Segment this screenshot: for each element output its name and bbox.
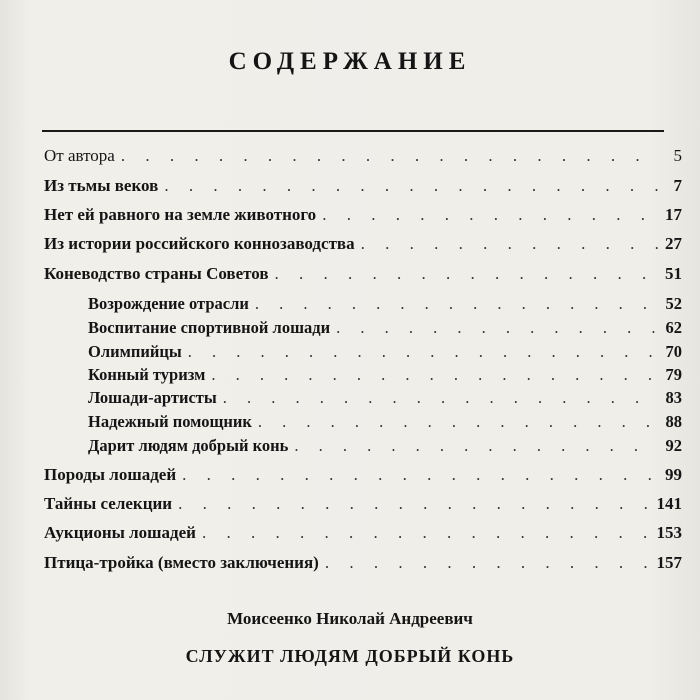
toc-entry-title: Лошади-артисты: [88, 388, 217, 407]
toc-entry-title: Нет ей равного на земле животного: [44, 205, 317, 224]
toc-entry-page: 92: [665, 436, 682, 455]
toc-entry-page: 70: [665, 342, 682, 361]
toc-entry-page: 27: [665, 234, 682, 253]
toc-entry: [44, 264, 682, 286]
toc-subentry: [88, 342, 682, 364]
heading-rule: [42, 130, 664, 132]
toc-entry: [44, 146, 682, 168]
toc-entry-page: 141: [656, 494, 682, 513]
toc-entry: [44, 465, 682, 487]
toc-entry-title: Коневодство страны Советов: [44, 264, 269, 283]
toc-entry: [44, 523, 682, 545]
toc-subentry: [88, 294, 682, 316]
toc-subentry: [88, 388, 682, 410]
toc-entry-page: 88: [665, 412, 682, 431]
toc-entry-page: 5: [673, 146, 682, 165]
toc-entry: [44, 234, 682, 256]
toc-leader-dots: [178, 494, 650, 514]
toc-leader-dots: [361, 234, 658, 254]
toc-entry-page: 99: [665, 465, 682, 484]
toc-entry-page: 83: [665, 388, 682, 407]
toc-entry: [44, 205, 682, 227]
toc-leader-dots: [336, 318, 658, 338]
book-title: СЛУЖИТ ЛЮДЯМ ДОБРЫЙ КОНЬ: [185, 646, 515, 666]
toc-entry-title: Воспитание спортивной лошади: [88, 318, 331, 337]
toc-entry-title: Дарит людям добрый конь: [88, 436, 289, 455]
toc-entry-title: Надежный помощник: [88, 412, 252, 431]
toc-entry-title: Породы лошадей: [44, 465, 177, 484]
toc-entry-page: 52: [665, 294, 682, 313]
toc-leader-dots: [325, 553, 651, 573]
toc-entry-page: 62: [665, 318, 682, 337]
toc-entry: [44, 176, 682, 198]
toc-leader-dots: [258, 412, 658, 432]
toc-entry-title: Аукционы лошадей: [44, 523, 196, 542]
toc-subentry: [88, 436, 682, 458]
toc-entry-title: От автора: [44, 146, 115, 165]
toc-leader-dots: [188, 342, 658, 362]
toc-entry-page: 17: [665, 205, 682, 224]
toc-entry-title: Из истории российского коннозаводства: [44, 234, 355, 253]
toc-entry-title: Из тьмы веков: [44, 176, 159, 195]
toc-leader-dots: [164, 176, 658, 196]
toc-entry-title: Тайны селекции: [44, 494, 173, 513]
toc-entry: [44, 494, 682, 516]
toc-leader-dots: [211, 365, 658, 385]
toc-leader-dots: [255, 294, 658, 314]
toc-entry: [44, 553, 682, 575]
toc-entry-title: Птица-тройка (вместо заключения): [44, 553, 319, 572]
toc-leader-dots: [322, 205, 658, 225]
toc-entry-title: Возрождение отрасли: [88, 294, 249, 313]
toc-leader-dots: [275, 264, 658, 284]
toc-subentry: [88, 318, 682, 340]
contents-heading: СОДЕРЖАНИЕ: [228, 48, 472, 75]
toc-leader-dots: [121, 146, 658, 166]
toc-entry-page: 79: [665, 365, 682, 384]
toc-entry-title: Олимпийцы: [88, 342, 182, 361]
toc-subentry: [88, 365, 682, 387]
toc-leader-dots: [223, 388, 658, 408]
toc-leader-dots: [202, 523, 651, 543]
toc-leader-dots: [294, 436, 658, 456]
toc-subentry: [88, 412, 682, 434]
author-name: Моисеенко Николай Андреевич: [227, 609, 473, 628]
toc-entry-page: 153: [656, 523, 682, 542]
toc-entry-title: Конный туризм: [88, 365, 206, 384]
toc-leader-dots: [182, 465, 658, 485]
toc-entry-page: 157: [656, 553, 682, 572]
toc-entry-page: 7: [673, 176, 682, 195]
toc-entry-page: 51: [665, 264, 682, 283]
